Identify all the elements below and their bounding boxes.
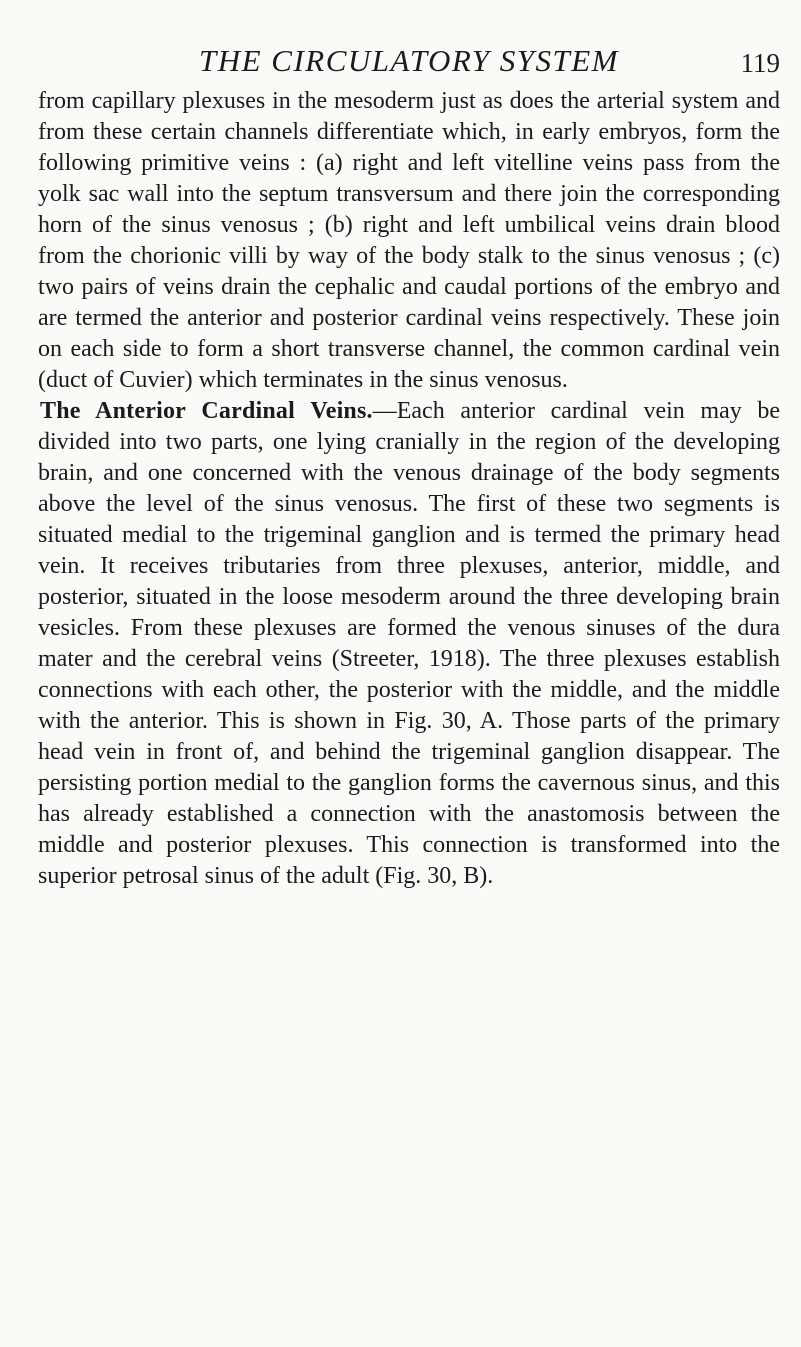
running-title: THE CIRCULATORY SYSTEM <box>198 43 619 78</box>
page-number: 119 <box>740 48 780 78</box>
paragraph-text: —Each anterior cardinal vein may be divided into two parts, one lying cranially in the region of the developing brain, and one concerned with the venous drainage of the body segments above the level of the sinus venosus. The first of these two segments is situated medial to the trigeminal ganglion and is termed the primary head vein. It receives tributaries from three plexuses, anterior, middle, and posterior, situated in the loose mesoderm around the three developing brain vesicles. From these plexuses are formed the venous sinuses of the dura mater and the cerebral veins (Streeter, 1918). The three plexuses establish connections with each other, the posterior with the middle, and the middle with the anterior. This is shown in Fig. 30, A. Those parts of the primary head vein in front of, and behind the trigeminal ganglion disappear. The persisting portion medial to the ganglion forms the cavernous sinus, and this has already established a connection with the anastomosis between the middle and posterior plexuses. This connection is transformed into the superior petrosal sinus of the adult (Fig. 30, B). <box>38 398 780 889</box>
running-head <box>38 44 780 78</box>
paragraph-vein-origins: from capillary plexuses in the mesoderm just as does the arterial system and from these certain channels differentiate which, in early embryos, form the following primitive veins : (a) right and left vitelline veins pass from the yolk sac wall into the septum transversum and there join the corresponding horn of the sinus venosus ; (b) right and left umbilical veins drain blood from the chorionic villi by way of the body stalk to the sinus venosus ; (c) two pairs of veins drain the cephalic and caudal portions of the embryo and are termed the anterior and posterior cardinal veins respectively. These join on each side to form a short transverse channel, the common cardinal vein (duct of Cuvier) which terminates in the sinus venosus. <box>38 88 780 393</box>
body-text <box>38 86 780 892</box>
paragraph-anterior-cardinal-veins <box>38 396 780 892</box>
section-heading: The Anterior Cardinal Veins. <box>40 398 373 424</box>
book-page <box>38 0 780 1347</box>
